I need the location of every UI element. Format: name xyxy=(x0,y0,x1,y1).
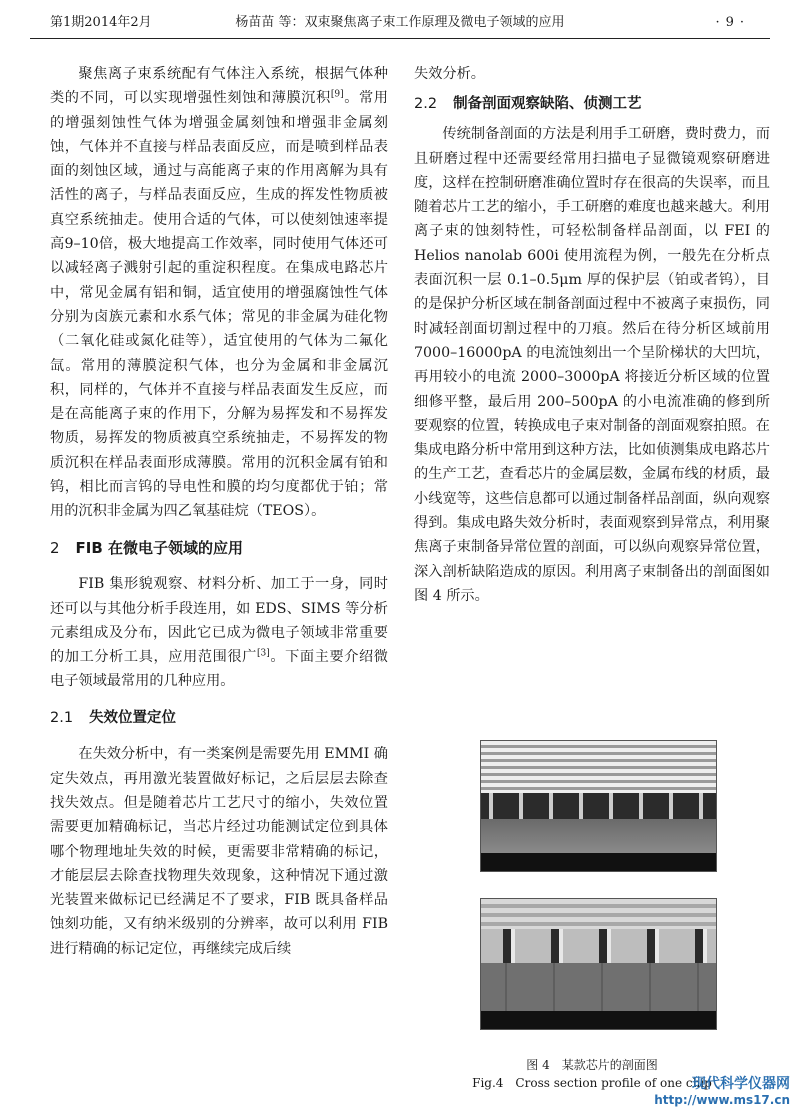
citation: [3] xyxy=(256,648,270,659)
citation: [9] xyxy=(330,89,344,100)
watermark-url: http://www.ms17.cn xyxy=(654,1093,790,1107)
section-heading-2: 2 FIB 在微电子领域的应用 xyxy=(50,538,244,557)
paragraph-applications-intro: FIB 集形貌观察、材料分析、加工于一身，同时还可以与其他分析手段连用，如 EDS、SIMS 等分析元素组成及分布，因此它已成为微电子领域非常重要的加工分析工具，应用范围很广[3]。下面主要介绍微电子领域最常用的几种应用。 xyxy=(50,576,388,690)
sem-info-bar xyxy=(481,1011,716,1029)
sem-info-bar xyxy=(481,853,716,871)
figure-caption-cn: 图 4 某款芯片的剖面图 xyxy=(526,1058,658,1072)
running-header xyxy=(30,10,770,39)
right-column xyxy=(414,62,770,608)
page-number: ·9· xyxy=(715,15,750,30)
issue-date: 第1期2014年2月 xyxy=(50,15,152,30)
left-column xyxy=(50,62,388,961)
watermark-site-name: 现代科学仪器网 xyxy=(692,1076,790,1092)
paragraph-gas-injection: 聚焦离子束系统配有气体注入系统，根据气体种类的不同，可以实现增强性刻蚀和薄膜沉积[9]。常用的增强刻蚀性气体为增强金属刻蚀和增强非金属刻蚀，气体并不直接与样品表面反应，而是喷到样品表面的刻蚀区域，通过与高能离子束的作用离解为具有活性的离子，与样品表面反应，生成的挥发性物质被真空系统抽走。使用合适的气体，可以使刻蚀速率提高9–10倍，极大地提高工作效率，同时使用气体还可以减轻离子溅射引起的重淀积程度。在集成电路芯片中，常见金属有铝和铜，适宜使用的增强腐蚀性气体分别为卤族元素和水系气体；常见的非金属为硅化物（二氧化硅或氮化硅等），适宜使用的气体为二氟化氙。常用的薄膜淀积气体，也分为金属和非金属沉积，同样的，气体并不直接与样品表面发生反应，而是在高能离子束的作用下，分解为易挥发和不易挥发物质，易挥发的物质被真空系统抽走，不易挥发的物质沉积在样品表面形成薄膜。常用的沉积金属有铂和钨，相比而言钨的导电性和膜的均匀度都优于铂；常用的沉积非金属为四乙氧基硅烷（TEOS）。 xyxy=(50,66,388,520)
section-heading-2-2: 2.2 制备剖面观察缺陷、侦测工艺 xyxy=(414,96,642,113)
running-title: 杨苗苗 等：双束聚焦离子束工作原理及微电子领域的应用 xyxy=(235,15,565,30)
figure-caption-en: Fig.4 Cross section profile of one chip xyxy=(472,1076,712,1090)
paragraph-failure-location: 在失效分析中，有一类案例是需要先用 EMMI 确定失效点，再用激光装置做好标记，之后层层去除查找失效点。但是随着芯片工艺尺寸的缩小，失效位置需要更加精确标记，当芯片经过功能测试定位到具体哪个物理地址失效的时候，更需要非常精确的标记，才能层层去除查找物理失效现象，这种情况下通过激光装置来做标记已经满足不了要求，FIB 既具备样品蚀刻功能，又有纳米级别的分辨率，故可以利用 FIB 进行精确的标记定位，再继续完成后续 xyxy=(50,746,388,957)
paragraph-cross-section: 传统制备剖面的方法是利用手工研磨，费时费力，而且研磨过程中还需要经常用扫描电子显微镜观察研磨进度，这样在控制研磨准确位置时存在很高的失误率，而且随着芯片工艺的缩小，手工研磨的难度也越来越大。利用离子束的蚀刻特性，可轻松制备样品剖面，以 FEI 的 Helios nanolab 600i 使用流程为例，一般先在分析点表面沉积一层 0.1–0.5μm 厚的保护层（铂或者钨），目的是保护分析区域在制备剖面过程中不被离子束损伤，同时减轻剖面切割过程中的刀痕。然后在待分析区域前用 7000–16000pA 的电流蚀刻出一个呈阶梯状的大凹坑，再用较小的电流 2000–3000pA 将接近分析区域的位置细修平整，最后用 200–500pA 的小电流准确的修到所要观察的位置，转换成电子束对制备的剖面观察拍照。在集成电路分析中常用到这种方法，比如侦测集成电路芯片的生产工艺，查看芯片的金属层数，金属布线的材质，最小线宽等，这些信息都可以通过制备样品剖面，纵向观察得到。集成电路失效分析时，表面观察到异常点，利用聚焦离子束制备异常位置的剖面，可以纵向观察异常位置，深入剖析缺陷造成的原因。利用离子束制备出的剖面图如图 4 所示。 xyxy=(414,126,770,604)
section-heading-2-1: 2.1 失效位置定位 xyxy=(50,709,177,726)
watermark xyxy=(654,1073,790,1107)
figure-4-sem-image-top xyxy=(480,740,717,872)
figure-4-sem-image-bottom xyxy=(480,898,717,1030)
paragraph-continuation: 失效分析。 xyxy=(414,66,485,82)
